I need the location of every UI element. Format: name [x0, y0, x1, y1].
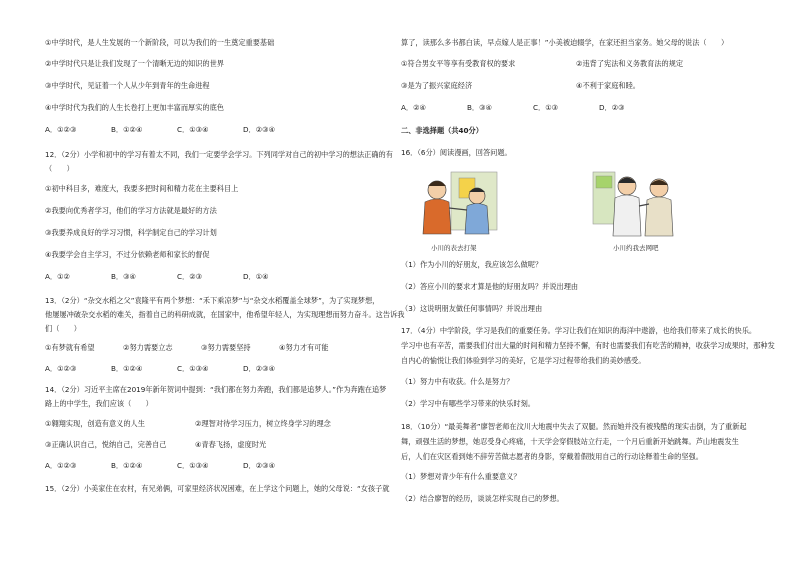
q15-option-4: ④不利于家庭和睦。 [576, 81, 640, 90]
q15-stem-1: 15．（2分）小美家住在农村，有兄弟俩，可家里经济状况困难，在上学这个问题上，她的父母说：“女孩子就 [45, 484, 390, 493]
q13-stem-3: 们（ ） [45, 324, 81, 333]
q11-option-1: ①中学时代，是人生发展的一个新阶段，可以为我们的一生奠定重要基础 [45, 38, 275, 47]
q17-stem-2: 学习中也有辛苦，需要我们付出大量的时间和精力坚持不懈，有时也需要我们有吃苦的精神，收获学习成果时，那种发 [401, 341, 775, 350]
q14-option-4: ④青春飞扬，虚度时光 [195, 440, 267, 449]
cartoon-caption-1: 小川的表去打架 [431, 244, 477, 252]
q14-option-2: ②理智对待学习压力，树立终身学习的理念 [195, 419, 331, 428]
q14-options-row-2 [45, 440, 266, 449]
q16-stem: 16．（6分）阅读漫画，回答问题。 [401, 148, 512, 157]
q15-options-row-1 [401, 59, 683, 68]
q17-stem-3: 自内心的愉悦让我们体验到学习的美好，它是学习过程带给我们的美妙感受。 [401, 356, 646, 365]
q15-choices [401, 103, 665, 112]
q14-stem-1: 14．（2分）习近平主席在2019年新年贺词中提到：“我们都在努力奔跑，我们都是追梦人。”作为奔跑在追梦 [45, 385, 387, 394]
q17-stem-1: 17．（4分）中学阶段，学习是我们的重要任务。学习让我们在知识的海洋中遨游，也给我们带来了成长的快乐。 [401, 326, 757, 335]
q13-stem-1: 13．（2分）“杂交水稻之父”袁隆平有两个梦想：“禾下乘凉梦”与“杂交水稻覆盖全球梦”，为了实现梦想， [45, 296, 380, 305]
choice-a[interactable]: A．①②③ [45, 125, 77, 134]
choice-a[interactable]: A．①②③ [45, 461, 77, 470]
q18-stem-1: 18．（10分）“最美舞者”廖智老师在汶川大地震中失去了双腿。然而她并没有被残酷的现实击倒，为了重新起 [401, 422, 747, 431]
cartoon-internet-cafe-illustration [591, 166, 681, 242]
choice-a[interactable]: A．①② [45, 272, 70, 281]
q14-stem-2: 路上的中学生，我们应该（ ） [45, 399, 153, 408]
q11-option-4: ④中学时代为我们的人生长卷打上更加丰富而厚实的底色 [45, 103, 224, 112]
q14-option-1: ①翱翔实现，创造有意义的人生 [45, 419, 145, 428]
section-title: 二、非选择题（共40分） [401, 126, 483, 135]
q12-option-3: ③我要养成良好的学习习惯，科学制定自己的学习计划 [45, 228, 217, 237]
q14-option-3: ③正确认识自己，悦纳自己，完善自己 [45, 440, 167, 449]
q11-option-3: ③中学时代，见证着一个人从少年到青年的生命进程 [45, 81, 210, 90]
choice-b[interactable]: B．③④ [467, 103, 493, 112]
cartoon-caption-2: 小川约我去网吧 [613, 244, 659, 252]
q17-question-2: （2）学习中有哪些学习带来的快乐时刻。 [401, 399, 535, 408]
choice-b[interactable]: B．①②④ [111, 364, 143, 373]
q18-stem-2: 舞，顽强生活的梦想，她忍受身心疼痛，十天学会穿假肢站立行走，一个月后重新开始跳舞。芦山地震发生 [401, 437, 739, 446]
q11-option-2: ②中学时代只是让我们发现了一个清晰无边的知识的世界 [45, 59, 224, 68]
choice-d[interactable]: D．②③ [599, 103, 625, 112]
q12-option-2: ②我要向优秀者学习，他们的学习方法就是最好的方法 [45, 206, 217, 215]
q18-question-2: （2）结合廖智的经历，谈谈怎样实现自己的梦想。 [401, 494, 564, 503]
q13-option-3: ③努力需要坚持 [201, 343, 251, 352]
q12-stem-blank: （ ） [45, 164, 74, 173]
q13-option-2: ②努力需要立志 [123, 343, 173, 352]
q12-option-1: ①初中科目多，难度大，我要多把时间和精力花在主要科目上 [45, 184, 239, 193]
choice-c[interactable]: C．①③ [533, 103, 559, 112]
q13-options [45, 343, 357, 352]
q16-question-3: （3）这说明朋友做任何事情吗？并说出理由 [401, 304, 543, 313]
choice-a[interactable]: A．②④ [401, 103, 426, 112]
q16-question-1: （1）作为小川的好朋友，我应该怎么做呢？ [401, 260, 543, 269]
choice-d[interactable]: D．②③④ [243, 125, 276, 134]
q12-choices [45, 272, 309, 281]
q17-question-1: （1）努力中有收获。什么是努力？ [401, 377, 514, 386]
q15-options-row-2 [401, 81, 640, 90]
q15-option-2: ②违背了宪法和义务教育法的规定 [576, 59, 684, 68]
choice-c[interactable]: C．①③④ [177, 125, 209, 134]
q15-option-3: ③是为了振兴家庭经济 [401, 81, 473, 90]
q13-option-1: ①有梦就有希望 [45, 343, 95, 352]
q15-option-1: ①符合男女平等享有受教育权的要求 [401, 59, 516, 68]
q13-option-4: ④努力才有可能 [279, 343, 329, 352]
choice-d[interactable]: D．①④ [243, 272, 269, 281]
q13-choices [45, 364, 309, 373]
choice-b[interactable]: B．①②④ [111, 125, 143, 134]
q12-option-4: ④我要学会自主学习，不过分依赖老师和家长的督促 [45, 250, 210, 259]
q18-question-1: （1）梦想对青少年有什么重要意义？ [401, 472, 521, 481]
choice-c[interactable]: C．①③④ [177, 364, 209, 373]
choice-b[interactable]: B．①②④ [111, 461, 143, 470]
choice-c[interactable]: C．②③ [177, 272, 203, 281]
choice-c[interactable]: C．①③④ [177, 461, 209, 470]
q12-stem: 12．（2分）小学和初中的学习有着太不同，我们一定要学会学习。下列同学对自己的初中学习的想法正确的有 [45, 150, 393, 159]
q16-question-2: （2）答应小川的要求才算是他的好朋友吗？并说出理由 [401, 282, 579, 291]
choice-d[interactable]: D．②③④ [243, 364, 276, 373]
q15-stem-2: 算了，读那么多书都白读，早点嫁人是正事！”小美被迫辍学，在家还担当家务。她父母的说法（ ） [401, 38, 729, 47]
q13-stem-2: 他屡屡冲破杂交水稻的难关，指着自己的科研成就，在国家中，他希望年轻人，为实现理想而努力奋斗。这告诉我 [45, 310, 405, 319]
q14-options-row-1 [45, 419, 331, 428]
choice-a[interactable]: A．①②③ [45, 364, 77, 373]
cartoon-fight-illustration [411, 168, 501, 242]
choice-d[interactable]: D．②③④ [243, 461, 276, 470]
choice-b[interactable]: B．③④ [111, 272, 137, 281]
q18-stem-3: 后，人们在灾区看到她不辞劳苦做志愿者的身影，穿戴着假肢用自己的行动诠释着生命的坚强。 [401, 452, 703, 461]
q14-choices [45, 461, 309, 470]
q11-choices [45, 125, 309, 134]
